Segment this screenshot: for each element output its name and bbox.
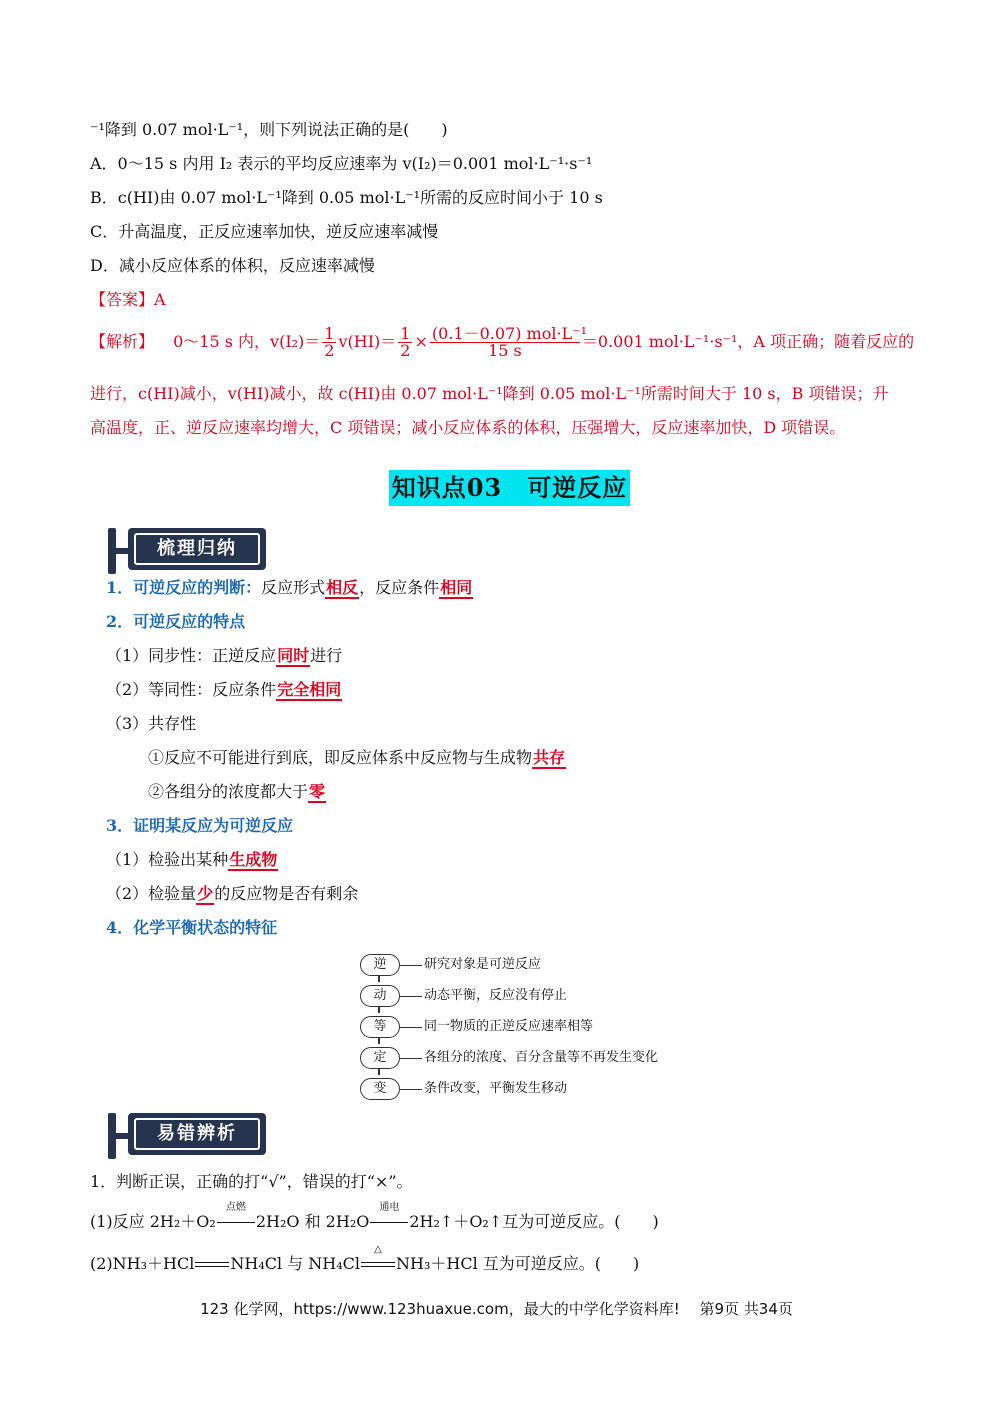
fraction-3-num: (0.1－0.07) mol·L⁻¹ — [431, 324, 588, 343]
answer: 【答案】A — [90, 290, 166, 309]
electrolysis-arrow — [369, 1202, 409, 1232]
text: NH₄Cl 与 NH₄Cl — [230, 1254, 360, 1273]
feature-coexist: （3）共存性 — [106, 714, 197, 733]
text: （1）检验出某种 — [106, 850, 229, 869]
error-analysis-tag — [108, 1113, 268, 1159]
option-b: B．c(HI)由 0.07 mol·L⁻¹降到 0.05 mol·L⁻¹所需的反应时间小于 10 s — [90, 188, 603, 207]
proof-2 — [106, 884, 358, 904]
summary-heading-1: 1．可逆反应的判断： — [106, 578, 262, 597]
equals-sign — [195, 1262, 229, 1267]
error-question-1 — [90, 1202, 659, 1232]
node-fixed-text: 各组分的浓度、百分含量等不再发生变化 — [424, 1050, 659, 1065]
summary-heading-3: 3．证明某反应为可逆反应 — [106, 816, 294, 835]
analysis-text-a: 0～15 s 内，v(I₂)＝ — [173, 332, 321, 351]
times-sign: × — [414, 332, 428, 351]
node-reversible-text: 研究对象是可逆反应 — [424, 957, 542, 972]
keyword-opposite: 相反 — [326, 578, 359, 597]
summary-tag — [108, 528, 268, 574]
page-footer: 123 化学网，https://www.123huaxue.com，最大的中学化学资料库! 第9页 共34页 — [200, 1300, 793, 1318]
electrolysis-label: 通电 — [379, 1202, 400, 1213]
equilibrium-features-diagram — [358, 950, 678, 1105]
keyword-same: 相同 — [440, 578, 473, 597]
fraction-3-den: 15 s — [488, 341, 522, 360]
node-equal-text: 同一物质的正逆反应速率相等 — [424, 1019, 594, 1034]
option-a: A．0～15 s 内用 I₂ 表示的平均反应速率为 v(I₂)＝0.001 mol·L⁻¹·s⁻¹ — [90, 154, 593, 173]
option-d: D．减小反应体系的体积，反应速率减慢 — [90, 256, 375, 275]
analysis-line-3: 高温度，正、逆反应速率均增大，C 项错误；减小反应体系的体积，压强增大，反应速率加快，D 项错误。 — [90, 418, 846, 437]
text: 的反应物是否有剩余 — [214, 884, 359, 903]
text: （1）同步性：正逆反应 — [106, 646, 277, 665]
analysis-text-b: v(HI)＝ — [338, 332, 397, 351]
summary-heading-4: 4．化学平衡状态的特征 — [106, 918, 278, 937]
text: （2）检验量 — [106, 884, 197, 903]
coexist-point-1 — [148, 748, 566, 768]
text: （2）等同性：反应条件 — [106, 680, 277, 699]
question-stem-tail: ⁻¹降到 0.07 mol·L⁻¹，则下列说法正确的是( ) — [90, 120, 448, 139]
text: ①反应不可能进行到底，即反应体系中反应物与生成物 — [148, 748, 533, 767]
analysis-label: 【解析】 — [90, 332, 155, 351]
keyword-less: 少 — [197, 884, 214, 903]
heat-arrow — [360, 1244, 396, 1274]
summary-item-1 — [106, 578, 473, 598]
text: 进行 — [310, 646, 343, 665]
node-fixed: 定 — [360, 1047, 400, 1069]
fraction-1-den: 2 — [324, 341, 335, 360]
heat-label: △ — [374, 1244, 382, 1255]
node-reversible: 逆 — [360, 954, 400, 976]
option-c: C．升高温度，正反应速率加快，逆反应速率减慢 — [90, 222, 439, 241]
feature-sync — [106, 646, 342, 666]
text: NH₃＋HCl 互为可逆反应。( ) — [396, 1254, 640, 1273]
section-title: 知识点03 可逆反应 — [389, 470, 630, 506]
feature-equal — [106, 680, 342, 700]
node-change-text: 条件改变，平衡发生移动 — [424, 1081, 568, 1096]
analysis-line-2: 进行，c(HI)减小，v(HI)减小，故 c(HI)由 0.07 mol·L⁻¹降到 0.05 mol·L⁻¹所需时间大于 10 s，B 项错误；升 — [90, 384, 889, 403]
ignite-label: 点燃 — [225, 1202, 246, 1213]
proof-1 — [106, 850, 278, 870]
fraction-3 — [430, 324, 588, 360]
node-dynamic: 动 — [360, 985, 400, 1007]
text: ，反应条件 — [359, 578, 440, 597]
fraction-1-num: 1 — [324, 324, 335, 343]
text: 2H₂↑＋O₂↑互为可逆反应。( ) — [409, 1212, 659, 1231]
fraction-2-den: 2 — [400, 341, 411, 360]
text: 反应形式 — [261, 578, 326, 597]
summary-heading-2: 2．可逆反应的特点 — [106, 612, 246, 631]
keyword-zero: 零 — [309, 782, 326, 801]
error-intro: 1．判断正误，正确的打“√”，错误的打“×”。 — [90, 1172, 413, 1191]
keyword-identical: 完全相同 — [277, 680, 342, 699]
node-change: 变 — [360, 1078, 400, 1100]
error-analysis-tag-label: 易错辨析 — [134, 1118, 260, 1150]
fraction-2 — [398, 326, 412, 359]
ignite-arrow — [216, 1202, 256, 1232]
text: (2)NH₃＋HCl — [90, 1254, 195, 1273]
keyword-product: 生成物 — [229, 850, 278, 869]
fraction-1 — [322, 326, 336, 359]
fraction-2-num: 1 — [400, 324, 411, 343]
node-equal: 等 — [360, 1016, 400, 1038]
text: (1)反应 2H₂＋O₂ — [90, 1212, 216, 1231]
node-dynamic-text: 动态平衡，反应没有停止 — [424, 988, 568, 1003]
coexist-point-2 — [148, 782, 326, 802]
summary-tag-label: 梳理归纳 — [134, 533, 260, 565]
keyword-simultaneous: 同时 — [277, 646, 310, 665]
error-question-2 — [90, 1244, 640, 1274]
text: ②各组分的浓度都大于 — [148, 782, 309, 801]
keyword-coexist: 共存 — [533, 748, 566, 767]
analysis-line-1 — [90, 326, 914, 359]
text: 2H₂O 和 2H₂O — [255, 1212, 370, 1231]
analysis-text-c: ＝0.001 mol·L⁻¹·s⁻¹，A 项正确；随着反应的 — [581, 332, 915, 351]
